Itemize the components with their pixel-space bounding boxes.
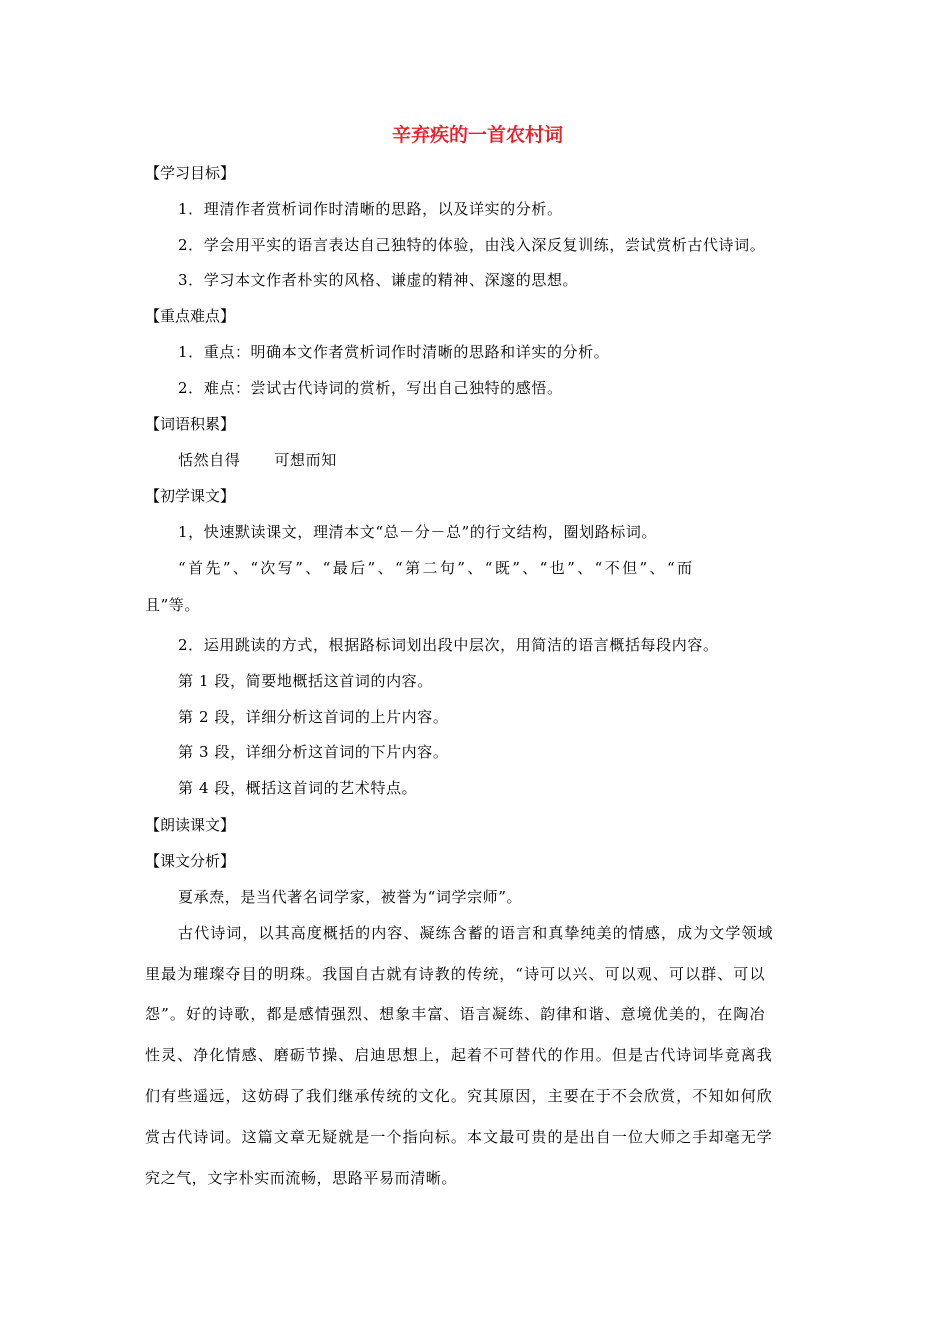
reading-step-2: 2．运用跳读的方式，根据路标词划出段中层次，用简洁的语言概括每段内容。	[178, 636, 719, 654]
goal-item-1: 1．理清作者赏析词作时清晰的思路，以及详实的分析。	[178, 200, 563, 218]
analysis-body-line-5: 们有些遥远，这妨碍了我们继承传统的文化。究其原因，主要在于不会欣赏，不知如何欣	[145, 1087, 773, 1105]
goal-item-3: 3．学习本文作者朴实的风格、谦虚的精神、深邃的思想。	[178, 271, 579, 289]
section-heading-key-points: 【重点难点】	[145, 307, 236, 325]
analysis-body-line-7: 究之气，文字朴实而流畅，思路平易而清晰。	[145, 1169, 458, 1187]
document-title: 辛弃疾的一首农村词	[391, 124, 563, 146]
analysis-author-line: 夏承焘，是当代著名词学家，被誉为“词学宗师”。	[178, 888, 523, 906]
analysis-body-line-1: 古代诗词，以其高度概括的内容、凝练含蓄的语言和真挚纯美的情感，成为文学领域	[178, 924, 774, 942]
vocabulary-words	[178, 449, 337, 471]
marker-words-line-1: “首先”、“次写”、“最后”、“第二句”、“既”、“也”、“不但”、“而	[178, 559, 695, 577]
key-point-item-1: 1．重点：明确本文作者赏析词作时清晰的思路和详实的分析。	[178, 343, 610, 361]
section-heading-vocabulary: 【词语积累】	[145, 415, 236, 433]
paragraph-summary-3: 第 3 段，详细分析这首词的下片内容。	[178, 743, 449, 761]
analysis-body-line-6: 赏古代诗词。这篇文章无疑就是一个指向标。本文最可贵的是出自一位大师之手却毫无学	[145, 1128, 773, 1146]
marker-words-line-2: 且”等。	[145, 596, 201, 614]
reading-step-1: 1，快速默读课文，理清本文“总－分－总”的行文结构，圈划路标词。	[178, 523, 658, 541]
analysis-body-line-2: 里最为璀璨夺目的明珠。我国自古就有诗教的传统，“诗可以兴、可以观、可以群、可以	[145, 965, 766, 983]
section-heading-read-aloud: 【朗读课文】	[145, 816, 236, 834]
analysis-body-line-4: 性灵、净化情感、磨砺节操、启迪思想上，起着不可替代的作用。但是古代诗词毕竟离我	[145, 1046, 773, 1064]
vocabulary-word-1: 恬然自得	[178, 451, 241, 469]
section-heading-first-reading: 【初学课文】	[145, 487, 236, 505]
section-heading-analysis: 【课文分析】	[145, 852, 236, 870]
key-point-item-2: 2．难点：尝试古代诗词的赏析，写出自己独特的感悟。	[178, 379, 563, 397]
paragraph-summary-1: 第 1 段，简要地概括这首词的内容。	[178, 672, 433, 690]
paragraph-summary-4: 第 4 段，概括这首词的艺术特点。	[178, 779, 418, 797]
vocabulary-word-2: 可想而知	[274, 451, 337, 469]
paragraph-summary-2: 第 2 段，详细分析这首词的上片内容。	[178, 708, 449, 726]
section-heading-goals: 【学习目标】	[145, 164, 236, 182]
analysis-body-line-3: 怨”。好的诗歌，都是感情强烈、想象丰富、语言凝练、韵律和谐、意境优美的，在陶冶	[145, 1005, 766, 1023]
goal-item-2: 2．学会用平实的语言表达自己独特的体验，由浅入深反复训练，尝试赏析古代诗词。	[178, 236, 766, 254]
